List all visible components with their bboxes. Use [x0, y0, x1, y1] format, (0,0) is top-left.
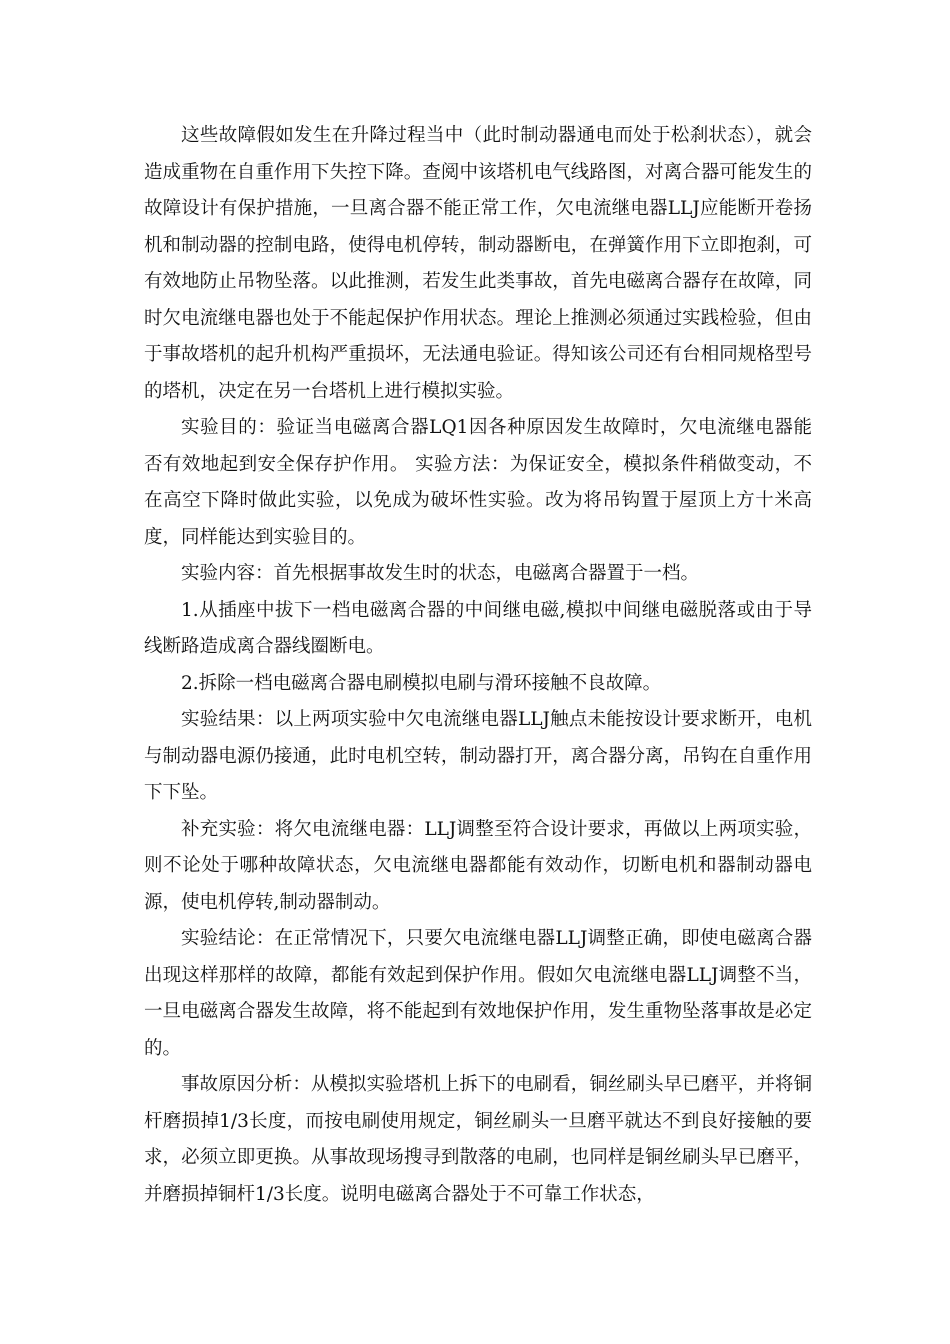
paragraph-experiment-content: 实验内容：首先根据事故发生时的状态，电磁离合器置于一档。 — [181, 563, 700, 584]
paragraph-experiment-conclusion: 实验结论：在正常情况下，只要欠电流继电器LLJ调整正确，即使电磁离合器出现这样那样的故障，都能有效起到保护作用。假如欠电流继电器LLJ调整不当，一旦电磁离合器发生故障，将不能起到有效地保护作用，发生重物坠落事故是必定的。 — [144, 928, 812, 1059]
paragraph-experiment-result: 实验结果：以上两项实验中欠电流继电器LLJ触点未能按设计要求断开，电机与制动器电源仍接通，此时电机空转，制动器打开，离合器分离，吊钩在自重作用下下坠。 — [144, 709, 812, 803]
paragraph-supplementary-experiment: 补充实验：将欠电流继电器：LLJ调整至符合设计要求，再做以上两项实验，则不论处于哪种故障状态，欠电流继电器都能有效动作，切断电机和器制动器电源，使电机停转,制动器制动。 — [144, 818, 812, 913]
document-body — [144, 118, 812, 1213]
paragraph-experiment-purpose: 实验目的：验证当电磁离合器LQ1因各种原因发生故障时，欠电流继电器能否有效地起到安全保存护作用。 实验方法：为保证安全，模拟条件稍做变动，不在高空下降时做此实验，以免成为破坏性实验。改为将吊钩置于屋顶上方十米高度，同样能达到实验目的。 — [144, 417, 812, 548]
paragraph-cause-analysis: 事故原因分析：从模拟实验塔机上拆下的电刷看，铜丝刷头早已磨平，并将铜杆磨损掉1/3长度，而按电刷使用规定，铜丝刷头一旦磨平就达不到良好接触的要求，必须立即更换。从事故现场搜寻到散落的电刷，也同样是铜丝刷头早已磨平，并磨损掉铜杆1/3长度。说明电磁离合器处于不可靠工作状态， — [144, 1074, 812, 1205]
paragraph-fault-analysis: 这些故障假如发生在升降过程当中（此时制动器通电而处于松刹状态），就会造成重物在自重作用下失控下降。查阅中该塔机电气线路图，对离合器可能发生的故障设计有保护措施，一旦离合器不能正常工作，欠电流继电器LLJ应能断开卷扬机和制动器的控制电路，使得电机停转，制动器断电，在弹簧作用下立即抱刹，可有效地防止吊物坠落。以此推测，若发生此类事故，首先电磁离合器存在故障，同时欠电流继电器也处于不能起保护作用状态。理论上推测必须通过实践检验，但由于事故塔机的起升机构严重损坏，无法通电验证。得知该公司还有台相同规格型号的塔机，决定在另一台塔机上进行模拟实验。 — [144, 125, 812, 402]
paragraph-step-2: 2.拆除一档电磁离合器电刷模拟电刷与滑环接触不良故障。 — [181, 672, 662, 694]
paragraph-step-1: 1.从插座中拔下一档电磁离合器的中间继电磁,模拟中间继电磁脱落或由于导线断路造成离合器线圈断电。 — [144, 599, 812, 657]
